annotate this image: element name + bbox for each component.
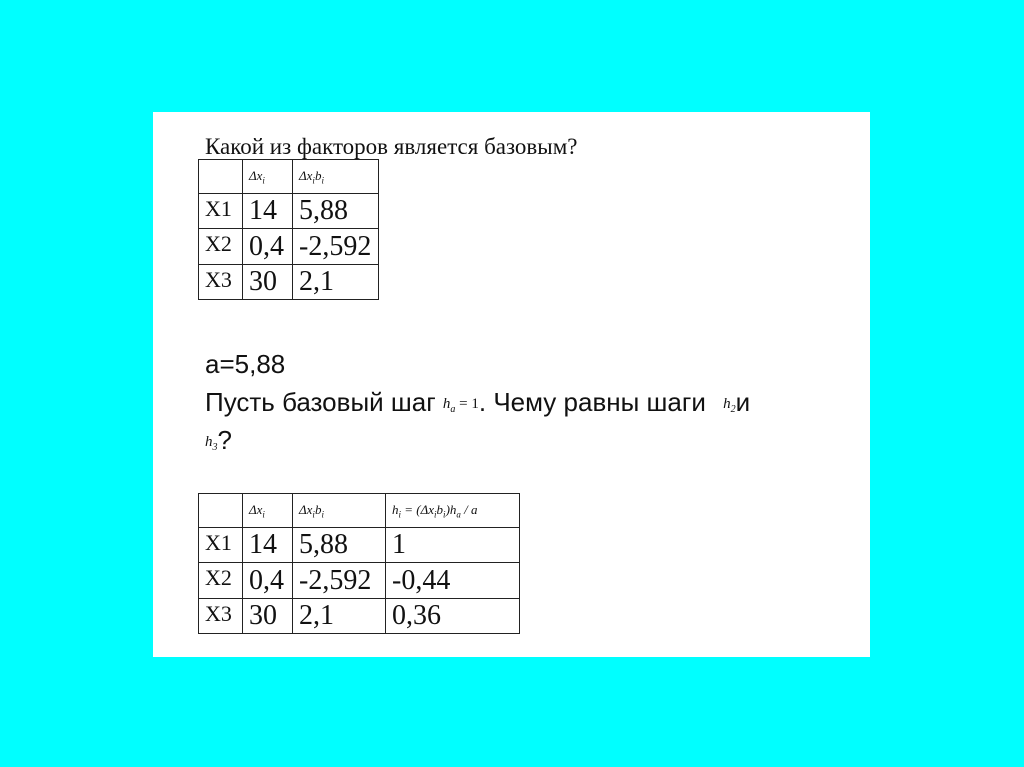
corner-cell [199,160,243,194]
corner-cell [199,494,243,528]
cell-dx: 14 [243,194,293,229]
table-row [199,599,520,634]
table-row [199,563,520,599]
formula-h3: $h_3$ [205,434,218,453]
row-label: X3 [199,599,243,634]
step-question-line1 [205,387,750,418]
question-text: Какой из факторов является базовым? [205,134,578,159]
cell-dxb: 2,1 [293,599,386,634]
table-row [199,265,379,300]
row-label: X2 [199,563,243,599]
cell-dxb: -2,592 [293,563,386,599]
header-dxb: $\Delta x_ib_i$ [293,494,386,528]
row-label: X1 [199,528,243,563]
header-dx: $\Delta x_i$ [243,494,293,528]
table-row [199,229,379,265]
header-hi-formula: $h_i = (\Delta x_ib_i)h_a / a$ [386,494,520,528]
header-dx: $\Delta x_i$ [243,160,293,194]
cell-hi: 1 [386,528,520,563]
table-header-row [199,494,520,528]
table-row [199,194,379,229]
cell-hi: -0,44 [386,563,520,599]
cell-hi: 0,36 [386,599,520,634]
cell-dx: 30 [243,265,293,300]
header-dxb: $\Delta x_ib_i$ [293,160,379,194]
table-row [199,528,520,563]
row-label: X3 [199,265,243,300]
step-text-2: . Чему равны шаги [478,387,706,417]
step-text-3: и [735,387,751,417]
formula-ha: $h_a = 1$ [442,396,479,415]
cell-dx: 14 [243,528,293,563]
cell-dxb: 5,88 [293,528,386,563]
cell-dxb: 2,1 [293,265,379,300]
row-label: X1 [199,194,243,229]
cell-dxb: 5,88 [293,194,379,229]
steps-table [198,493,520,634]
step-text-4: ? [217,425,232,455]
slide [153,112,870,657]
factors-table [198,159,379,300]
row-label: X2 [199,229,243,265]
step-text-1: Пусть базовый шаг [205,387,436,417]
cell-dx: 30 [243,599,293,634]
cell-dxb: -2,592 [293,229,379,265]
formula-h2: $h_2$ [723,396,736,415]
table-header-row [199,160,379,194]
cell-dx: 0,4 [243,229,293,265]
step-question-line2 [205,425,232,456]
cell-dx: 0,4 [243,563,293,599]
a-value: a=5,88 [205,349,286,379]
